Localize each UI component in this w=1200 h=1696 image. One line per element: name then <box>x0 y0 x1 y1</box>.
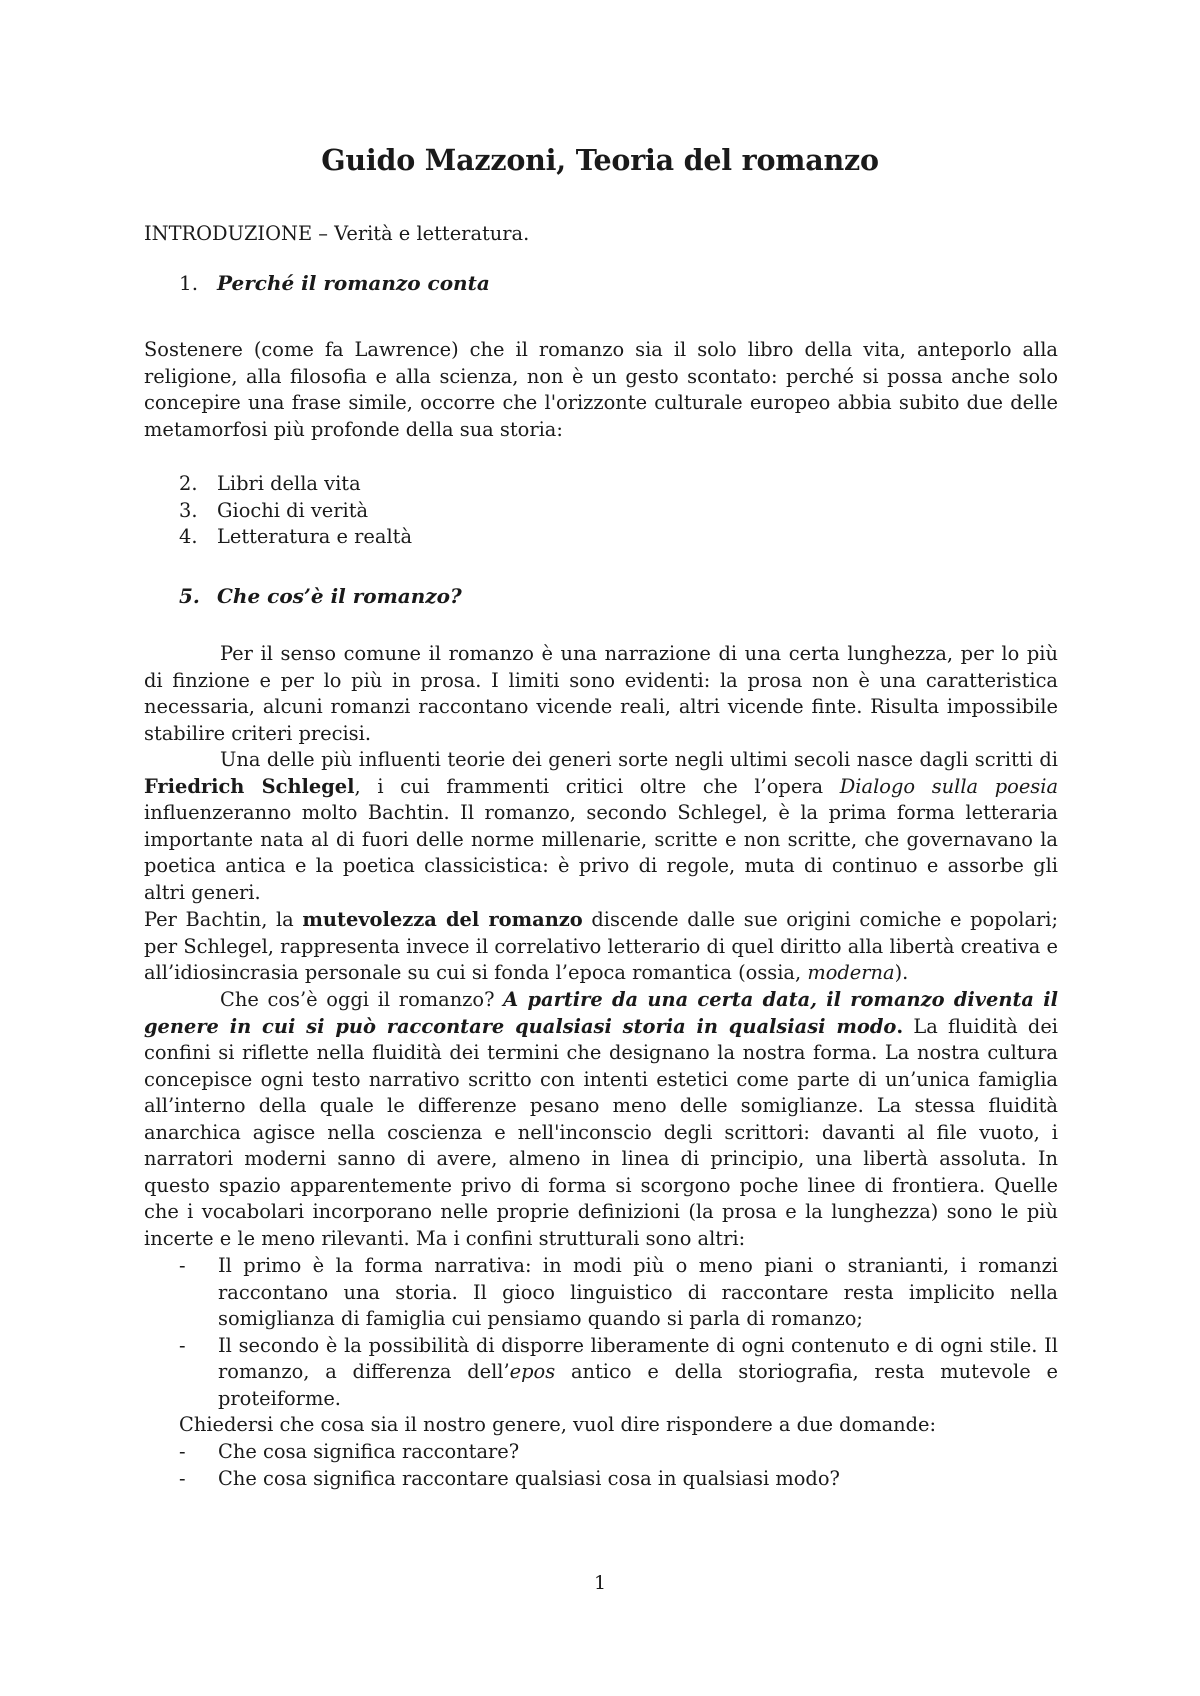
paragraph: Per Bachtin, la mutevolezza del romanzo discende dalle sue origini comiche e popolari; per Schlegel, rappresenta invece il correlativo letterario di quel diritto alla libertà creativa e all’idiosincrasia personale su cui si fonda l’epoca romantica (ossia, moderna). <box>144 908 1059 984</box>
section-number: 5. <box>179 584 200 608</box>
paragraph: Sostenere (come fa Lawrence) che il romanzo sia il solo libro della vita, anteporlo alla religione, alla filosofia e alla scienza, non è un gesto scontato: perché si possa anche solo concepire una frase simile, occorre che l'orizzonte culturale europeo abbia subito due delle metamorfosi più profonde della sua storia: <box>144 338 1058 441</box>
emphasis: epos <box>509 1360 556 1383</box>
document-title: Guido Mazzoni, Teoria del romanzo <box>321 143 879 177</box>
key-definition: A partire da una certa data, il romanzo diventa il genere in cui si può raccontare qualsiasi storia in qualsiasi modo <box>144 988 1059 1038</box>
list-number: 3. <box>179 498 198 522</box>
paragraph: Una delle più influenti teorie dei generi sorte negli ultimi secoli nasce dagli scritti di Friedrich Schlegel, i cui frammenti critici oltre che l’opera Dialogo sulla poesia influenzeranno molto Bachtin. Il romanzo, secondo Schlegel, è la prima forma letteraria importante nata al di fuori delle norme millenarie, scritte e non scritte, che governavano la poetica antica e la poetica classicistica: è privo di regole, muta di continuo e assorbe gli altri generi. <box>144 748 1059 904</box>
list-item <box>179 471 412 498</box>
emphasis: moderna <box>807 961 895 984</box>
section-title: Perché il romanzo conta <box>217 271 490 295</box>
author-name: Friedrich Schlegel <box>144 774 355 798</box>
paragraph: Che cos’è oggi il romanzo? A partire da una certa data, il romanzo diventa il genere in cui si può raccontare qualsiasi storia in qualsiasi modo. La fluidità dei confini si riflette nella fluidità dei termini che designano la nostra forma. La nostra cultura concepisce ogni testo narrativo scritto con intenti estetici come parte di un’unica famiglia all’interno della quale le differenze pesano meno delle somiglianze. La stessa fluidità anarchica agisce nella coscienza e nell'inconscio degli scrittori: davanti al file vuoto, i narratori moderni sanno di avere, almeno in linea di principio, una libertà assoluta. In questo spazio apparentemente privo di forma si scorgono poche linee di frontiera. Quelle che i vocabolari incorporano nelle proprie definizioni (la prosa e la lunghezza) sono le più incerte e le meno rilevanti. Ma i confini strutturali sono altri: <box>144 988 1059 1250</box>
work-title: Dialogo sulla poesia <box>839 774 1059 798</box>
list-number: 4. <box>179 525 198 548</box>
paragraph: Per il senso comune il romanzo è una narrazione di una certa lunghezza, per lo più di finzione e per lo più in prosa. I limiti sono evidenti: la prosa non è una caratteristica necessaria, alcuni romanzi raccontano vicende reali, altri vicende finte. Risulta impossibile stabilire criteri precisi. <box>144 642 1058 745</box>
list-label: Libri della vita <box>217 472 361 495</box>
section-title: Che cos’è il romanzo? <box>217 584 462 608</box>
section-number: 1. <box>179 271 199 295</box>
page-number: 1 <box>593 1572 607 1594</box>
bullet-list <box>179 1439 1058 1492</box>
bullet-list <box>179 1253 1058 1412</box>
list-item <box>179 498 412 525</box>
section-heading-1 <box>179 271 490 295</box>
list-item: - Il primo è la forma narrativa: in modi più o meno piani o stranianti, i romanzi raccontano una storia. Il gioco linguistico di raccontare resta implicito nella somiglianza di famiglia cui pensiamo quando si parla di romanzo; <box>179 1253 1058 1333</box>
paragraph: Chiedersi che cosa sia il nostro genere, vuol dire rispondere a due domande: <box>179 1413 937 1436</box>
list-label: Giochi di verità <box>217 498 369 522</box>
section-heading-5 <box>179 584 462 608</box>
list-item: - Il secondo è la possibilità di disporre liberamente di ogni contenuto e di ogni stile. Il romanzo, a differenza dell’epos antico e della storiografia, resta mutevole e proteiforme. <box>179 1333 1058 1413</box>
list-item: - Che cosa significa raccontare qualsiasi cosa in qualsiasi modo? <box>179 1466 1058 1493</box>
emphasis: mutevolezza del romanzo <box>302 908 583 931</box>
outline-list <box>179 471 412 551</box>
list-item: - Che cosa significa raccontare? <box>179 1439 1058 1466</box>
list-item <box>179 524 412 551</box>
list-number: 2. <box>179 472 198 495</box>
chapter-label: INTRODUZIONE – Verità e letteratura. <box>144 222 530 245</box>
list-label: Letteratura e realtà <box>217 525 413 548</box>
